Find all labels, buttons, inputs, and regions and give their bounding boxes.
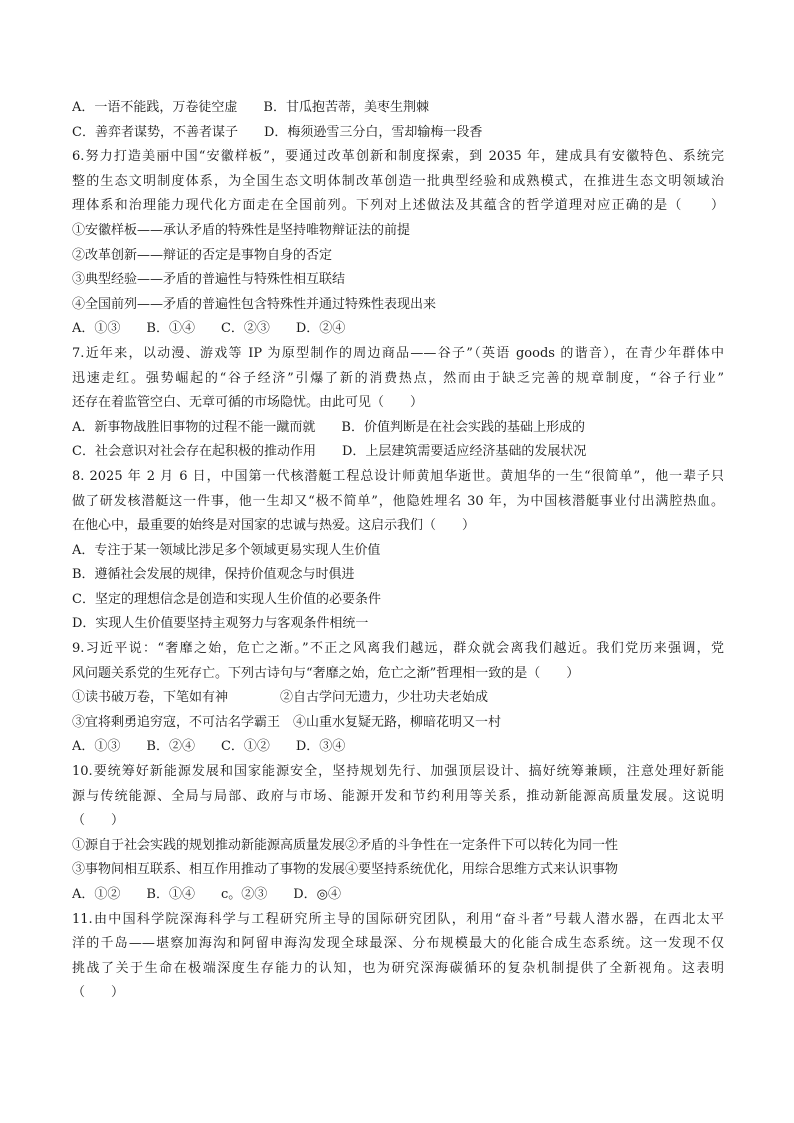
text-line: A．①③ B．②④ C．①② D．③④	[72, 739, 346, 755]
text-line: 迅速走红。强势崛起的“谷子经济”引爆了新的消费热点，然而由于缺乏完善的规章制度，“谷子行业”	[72, 370, 724, 386]
text-line: A．新事物战胜旧事物的过程不能一蹴而就 B．价值判断是在社会实践的基础上形成的	[72, 419, 585, 435]
text-line: ①读书破万卷，下笔如有神 ②自古学问无遗力，少壮功夫老始成	[72, 690, 489, 706]
text-line: A．①③ B．①④ C．②③ D．②④	[72, 321, 346, 337]
text-line: ④全国前列——矛盾的普遍性包含特殊性并通过特殊性表现出来	[72, 296, 437, 312]
text-line: 洋的千岛——堪察加海沟和阿留申海沟发现全球最深、分布规模最大的化能合成生态系统。这一发现不仅	[72, 936, 724, 952]
text-line: 做了研发核潜艇这一件事，他一生却又“极不简单”，他隐姓埋名 30 年，为中国核潜艇事业付出满腔热血。	[72, 493, 724, 509]
text-line: A．专注于某一领域比涉足多个领域更易实现人生价值	[72, 542, 381, 558]
text-line: C．社会意识对社会存在起积极的推动作用 D．上层建筑需要适应经济基础的发展状况	[72, 444, 587, 460]
text-line: 9.习近平说：“奢靡之始，危亡之渐。”不正之风离我们越远，群众就会离我们越近。我们党历来强调，党	[72, 641, 724, 657]
text-line: 10.要统筹好新能源发展和国家能源安全，坚持规划先行、加强顶层设计、搞好统筹兼顾，注意处理好新能	[72, 764, 724, 780]
text-line: 风问题关系党的生死存亡。下列古诗句与“奢靡之始，危亡之渐”哲理相一致的是（ ）	[72, 665, 580, 681]
text-line: 11.由中国科学院深海科学与工程研究所主导的国际研究团队，利用“奋斗者”号载人潜水器，在西北太平	[72, 911, 724, 927]
text-line: A．一语不能践，万卷徒空虚 B．甘瓜抱苦蒂，美枣生荆棘	[72, 100, 429, 115]
text-line: C．坚定的理想信念是创造和实现人生价值的必要条件	[72, 591, 381, 607]
text-line: 8. 2025 年 2 月 6 日，中国第一代核潜艇工程总设计师黄旭华逝世。黄旭华的一生“很简单”，他一辈子只	[72, 468, 724, 484]
text-line: 挑战了关于生命在极端深度生存能力的认知，也为研究深海碳循环的复杂机制提供了全新视角。这表明	[72, 960, 724, 976]
text-line: ③宜将剩勇追穷寇，不可沽名学霸王 ④山重水复疑无路，柳暗花明又一村	[72, 714, 502, 730]
text-line: 整的生态文明制度体系，为全国生态文明体制改革创造一批典型经验和成熟模式，在推进生态文明领域治	[72, 173, 724, 189]
text-line: B．遵循社会发展的规律，保持价值观念与时俱进	[72, 567, 355, 583]
text-line: A．①② B．①④ c。②③ D．◎④	[72, 887, 341, 902]
text-line: ①源自于社会实践的规划推动新能源高质量发展②矛盾的斗争性在一定条件下可以转化为同一性	[72, 837, 619, 853]
text-line: 理体系和治理能力现代化方面走在全国前列。下列对上述做法及其蕴含的哲学道理对应正确的是（ ）	[72, 198, 724, 214]
text-line: 7.近年来，以动漫、游戏等 IP 为原型制作的周边商品——谷子”（英语 goods 的谐音），在青少年群体中	[72, 345, 724, 361]
text-line: C．善弈者谋势，不善者谋子 D．梅须逊雪三分白，雪却输梅一段香	[72, 124, 483, 140]
text-line: ②改革创新——辩证的否定是事物自身的否定	[72, 247, 333, 263]
text-line: 在他心中，最重要的始终是对国家的忠诚与热爱。这启示我们（ ）	[72, 518, 476, 534]
text-line: 源与传统能源、全局与局部、政府与市场、能源开发和节约利用等关系，推动新能源高质量发展。这说明	[72, 788, 724, 804]
text-line: （ ）	[72, 985, 125, 1001]
text-line: ①安徽样板——承认矛盾的特殊性是坚持唯物辩证法的前提	[72, 222, 411, 238]
text-line: 6.努力打造美丽中国“安徽样板”，要通过改革创新和制度探索，到 2035 年，建成具有安徽特色、系统完	[72, 149, 724, 165]
text-line: ③事物间相互联系、相互作用推动了事物的发展④要坚持系统优化，用综合思维方式来认识事物	[72, 862, 619, 878]
text-line: 还存在着监管空白、无章可循的市场隐忧。由此可见（ ）	[72, 395, 424, 411]
text-line: D．实现人生价值要坚持主观努力与客观条件相统一	[72, 616, 369, 632]
text-line: ③典型经验——矛盾的普遍性与特殊性相互联结	[72, 272, 346, 288]
text-line: （ ）	[72, 813, 125, 829]
exam-page	[72, 96, 724, 1006]
